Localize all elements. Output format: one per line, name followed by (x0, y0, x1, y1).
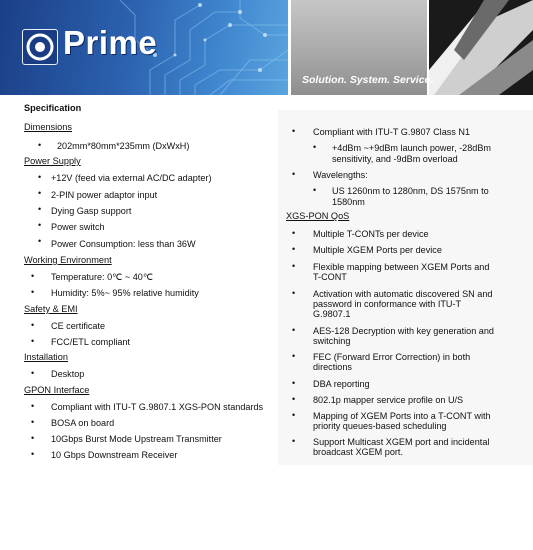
bullet: • (292, 351, 296, 361)
list-item-line: broadcast XGEM port. (313, 447, 403, 457)
list-item: Temperature: 0℃ ~ 40℃ (51, 272, 154, 282)
bullet: • (31, 287, 35, 297)
bullet: • (292, 378, 296, 388)
bullet: • (292, 410, 296, 420)
bullet: • (313, 185, 317, 195)
list-item: Activation with automatic discovered SN and (313, 289, 493, 299)
list-item: 202mm*80mm*235mm (DxWxH) (57, 141, 190, 151)
power-heading: Power Supply (24, 156, 81, 166)
banner-circuit-image (0, 0, 288, 95)
abstract-photo-image (429, 0, 533, 95)
slogan: Solution. System. Service. (302, 74, 434, 86)
bullet: • (38, 188, 42, 198)
logo-text: Prime (63, 24, 158, 61)
safety-heading: Safety & EMI (24, 304, 78, 314)
list-item: Compliant with ITU-T G.9807.1 XGS-PON standards (51, 402, 264, 412)
bullet: • (31, 433, 35, 443)
list-item: Flexible mapping between XGEM Ports and (313, 262, 490, 272)
list-item: +12V (feed via external AC/DC adapter) (51, 173, 212, 183)
list-item-line: +4dBm ~+9dBm launch power, -28dBm (332, 143, 491, 153)
bullet: • (292, 244, 296, 254)
list-item: 802.1p mapper service profile on U/S (313, 395, 464, 405)
list-item: AES-128 Decryption with key generation and (313, 326, 494, 336)
list-item: Mapping of XGEM Ports into a T-CONT with (313, 411, 491, 421)
list-item-line: 1580nm (332, 197, 365, 207)
bullet: • (292, 325, 296, 335)
bullet: • (31, 401, 35, 411)
bullet: • (31, 368, 35, 378)
list-item: 2-PIN power adaptor input (51, 190, 158, 200)
list-item: Multiple T-CONTs per device (313, 229, 429, 239)
gpon-heading: GPON Interface (24, 385, 90, 395)
bullet: • (38, 204, 42, 214)
bullet: • (38, 172, 42, 182)
list-item: Humidity: 5%~ 95% relative humidity (51, 288, 199, 298)
list-item: Power switch (51, 222, 105, 232)
list-item: BOSA on board (51, 418, 115, 428)
bullet: • (31, 417, 35, 427)
list-item: 10Gbps Burst Mode Upstream Transmitter (51, 434, 222, 444)
list-item: Multiple XGEM Ports per device (313, 245, 442, 255)
list-item: Desktop (51, 369, 85, 379)
bullet: • (292, 394, 296, 404)
list-item-line: password in conformance with ITU-T (313, 299, 462, 309)
environment-heading: Working Environment (24, 255, 112, 265)
list-item: Power Consumption: less than 36W (51, 239, 196, 249)
bullet: • (38, 220, 42, 230)
bullet: • (31, 320, 35, 330)
list-item-line: switching (313, 336, 351, 346)
list-item: Wavelengths: (313, 170, 368, 180)
list-item: FCC/ETL compliant (51, 337, 131, 347)
list-item: Dying Gasp support (51, 206, 132, 216)
banner-photo (429, 0, 533, 95)
bullet: • (31, 449, 35, 459)
list-item-line: priority queues-based scheduling (313, 421, 447, 431)
bullet: • (292, 288, 296, 298)
list-item-line: sensitivity, and -9dBm overload (332, 154, 458, 164)
bullet: • (292, 169, 296, 179)
installation-heading: Installation (24, 352, 68, 362)
bullet: • (292, 261, 296, 271)
bullet: • (292, 126, 296, 136)
dimensions-heading: Dimensions (24, 122, 72, 132)
header-banner (0, 0, 533, 95)
logo-icon (22, 29, 58, 65)
bullet: • (313, 142, 317, 152)
bullet: • (38, 236, 42, 246)
spec-title: Specification (24, 103, 82, 113)
list-item-line: T-CONT (313, 272, 347, 282)
list-item-line: directions (313, 362, 352, 372)
bullet: • (38, 140, 42, 150)
bullet: • (292, 436, 296, 446)
list-item: CE certificate (51, 321, 106, 331)
list-item: DBA reporting (313, 379, 370, 389)
list-item: FEC (Forward Error Correction) in both (313, 352, 471, 362)
bullet: • (292, 228, 296, 238)
list-item: 10 Gbps Downstream Receiver (51, 450, 178, 460)
qos-heading: XGS-PON QoS (286, 211, 350, 221)
list-item: Compliant with ITU-T G.9807 Class N1 (313, 127, 471, 137)
list-item-line: G.9807.1 (313, 309, 351, 319)
bullet: • (31, 336, 35, 346)
list-item-line: US 1260nm to 1280nm, DS 1575nm to (332, 186, 489, 196)
bullet: • (31, 271, 35, 281)
list-item: Support Multicast XGEM port and incidental (313, 437, 490, 447)
